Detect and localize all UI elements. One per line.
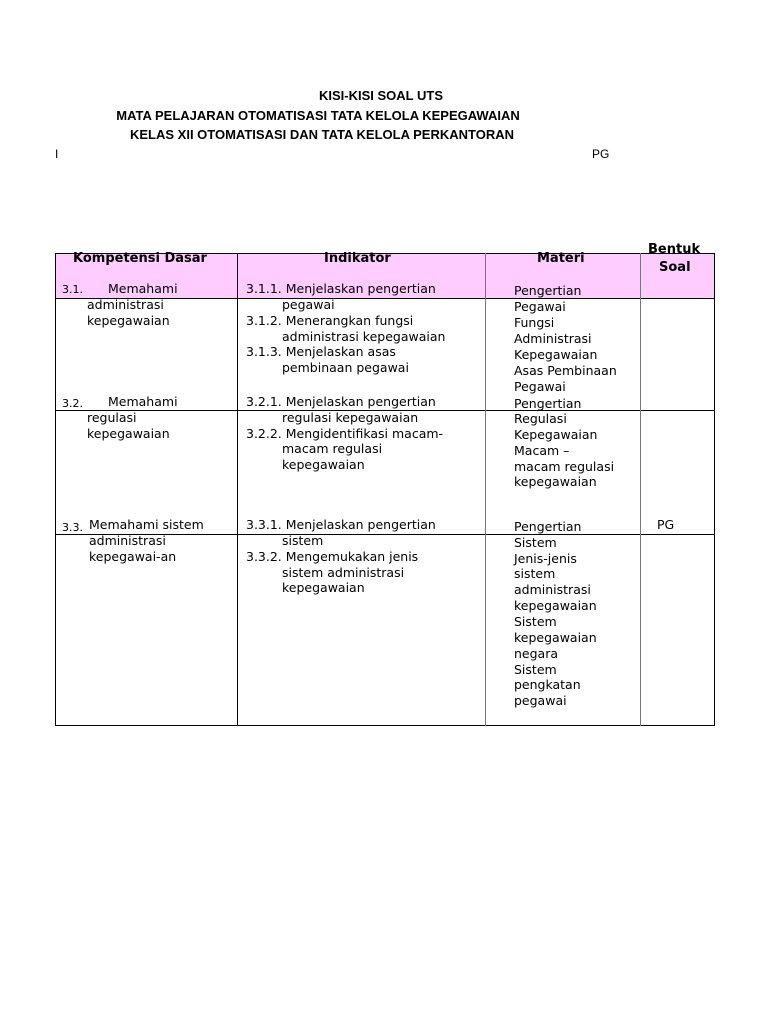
subheader-left: I [55,147,59,161]
indikator-text: 3.1.3. Menjelaskan asas [246,344,396,359]
indikator-text: sistem [282,533,324,548]
indikator-text: 3.1.2. Menerangkan fungsi [246,313,414,328]
kd-text: Memahami [108,394,178,409]
kd-number: 3.2. [62,397,83,410]
doc-title: KISI-KISI SOAL UTS [319,88,443,103]
header-kompetensi-dasar: Kompetensi Dasar [73,251,207,266]
header-indikator: Indikator [324,251,391,266]
indikator-text: 3.3.1. Menjelaskan pengertian [246,517,436,532]
materi-text: Pegawai [514,379,566,394]
kd-text: regulasi [87,410,137,425]
materi-text: Administrasi [514,331,592,346]
materi-text: Asas Pembinaan [514,363,617,378]
materi-text: Regulasi [514,411,567,426]
indikator-text: pembinaan pegawai [282,360,409,375]
materi-text: Kepegawaian [514,347,598,362]
bentuk-soal-value: PG [657,517,675,532]
indikator-text: regulasi kepegawaian [282,410,419,425]
indikator-text: 3.1.1. Menjelaskan pengertian [246,281,436,296]
materi-text: Sistem [514,662,557,677]
indikator-text: macam regulasi [282,441,383,456]
column-divider-light [485,253,486,726]
materi-text: kepegawaian [514,598,597,613]
table-border-left [55,253,56,726]
kd-text: Memahami [108,281,178,296]
kd-number: 3.1. [62,283,83,296]
kd-text: kepegawaian [87,426,170,441]
materi-text: pegawai [514,693,567,708]
materi-text: Macam – [514,443,570,458]
indikator-text: sistem administrasi [282,565,405,580]
materi-text: Fungsi [514,315,555,330]
indikator-text: pegawai [282,297,335,312]
doc-subject: MATA PELAJARAN OTOMATISASI TATA KELOLA KEPEGAWAIAN [116,108,520,123]
materi-text: Kepegawaian [514,427,598,442]
kd-text: Memahami sistem [89,517,204,532]
kd-text: administrasi [89,533,166,548]
materi-text: Pengertian [514,283,582,298]
materi-text: negara [514,646,559,661]
column-divider [237,253,238,726]
header-materi: Materi [537,251,585,266]
doc-class: KELAS XII OTOMATISASI DAN TATA KELOLA PERKANTORAN [130,127,514,142]
column-divider-light [640,253,641,726]
materi-text: administrasi [514,582,591,597]
indikator-text: 3.2.2. Mengidentifikasi macam- [246,426,444,441]
kd-number: 3.3. [62,521,83,534]
indikator-text: kepegawaian [282,457,365,472]
materi-text: Jenis-jenis [514,551,577,566]
kd-text: kepegawaian [87,313,170,328]
subheader-right: PG [592,147,610,161]
header-bentuk-line1: Bentuk [648,242,701,257]
indikator-text: kepegawaian [282,580,365,595]
header-bentuk-line2: Soal [659,260,691,275]
indikator-text: 3.2.1. Menjelaskan pengertian [246,394,436,409]
materi-text: sistem [514,566,556,581]
table-border-right [714,253,715,726]
kd-text: administrasi [87,297,164,312]
materi-text: Sistem [514,614,557,629]
materi-text: Sistem [514,535,557,550]
materi-text: kepegawaian [514,474,597,489]
materi-text: Pegawai [514,299,566,314]
materi-text: macam regulasi [514,459,615,474]
materi-text: Pengertian [514,396,582,411]
materi-text: Pengertian [514,519,582,534]
materi-text: kepegawaian [514,630,597,645]
kd-text: kepegawai-an [89,549,177,564]
table-border-bottom [55,725,715,726]
indikator-text: 3.3.2. Mengemukakan jenis [246,549,419,564]
indikator-text: administrasi kepegawaian [282,329,446,344]
materi-text: pengkatan [514,677,581,692]
